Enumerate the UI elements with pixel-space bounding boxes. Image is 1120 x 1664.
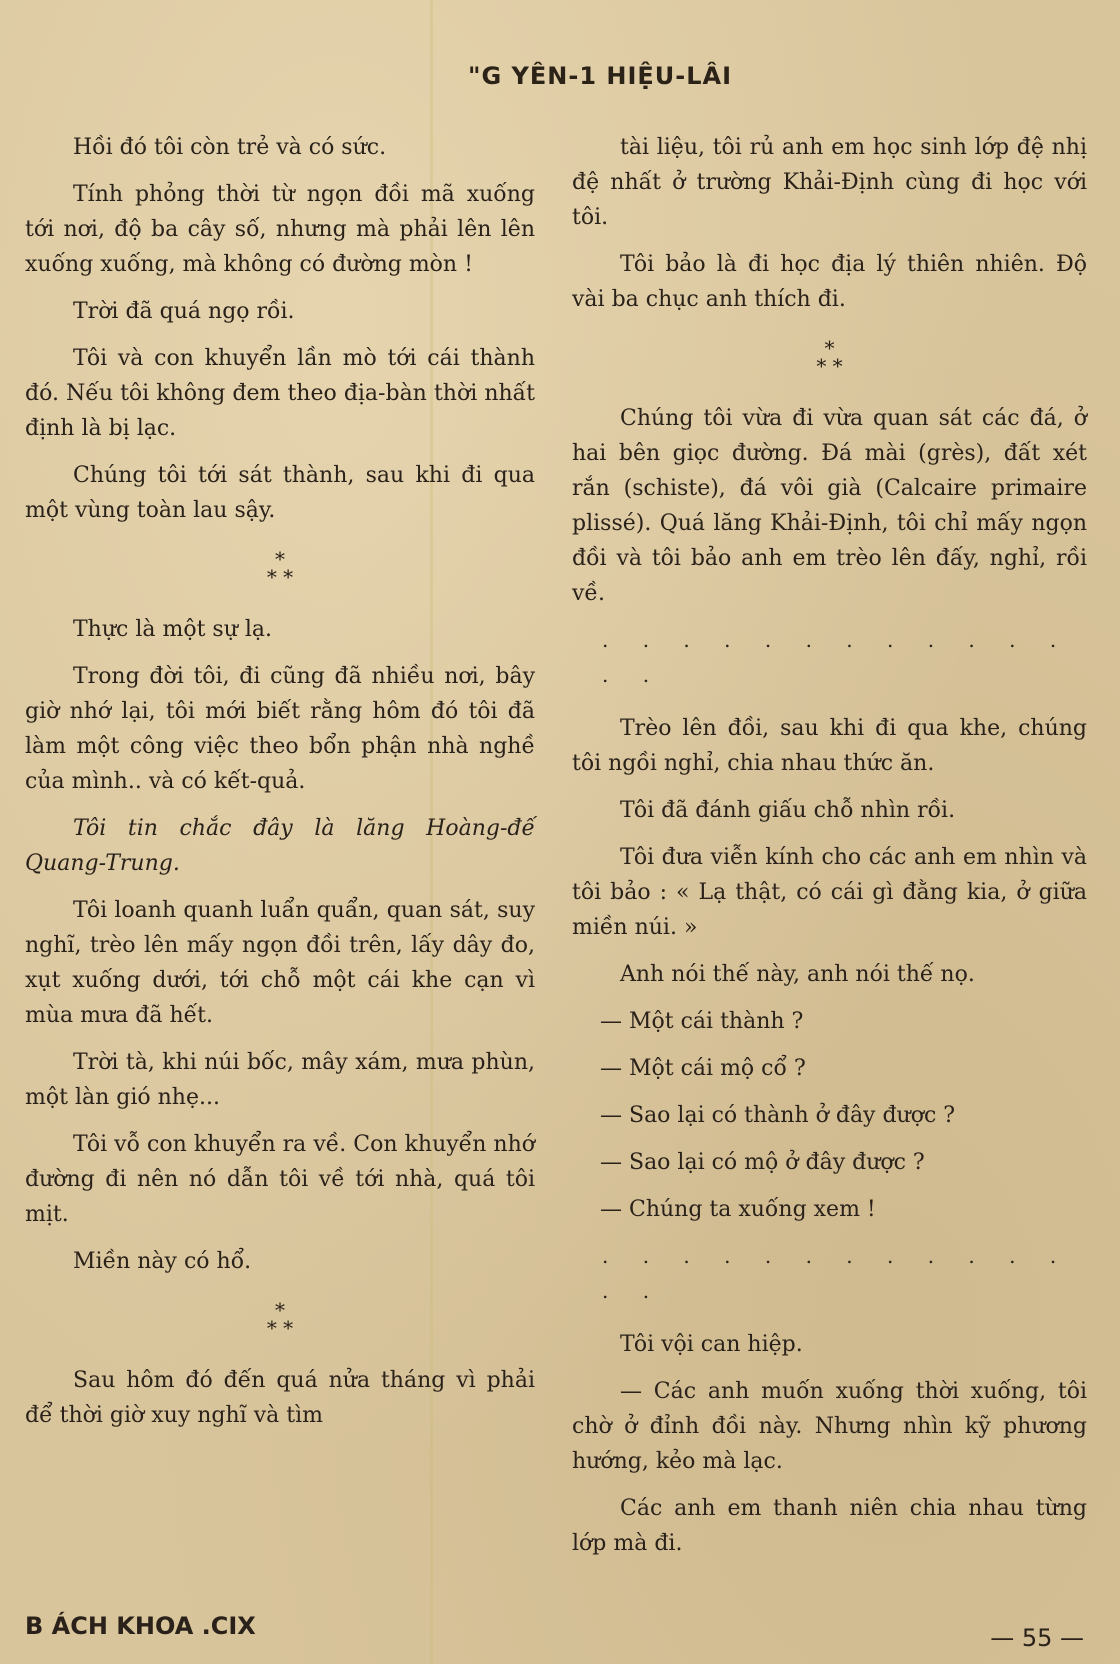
dot-separator: . . . . . . . . . . . . . . [602,1244,1071,1303]
italic-paragraph: Tôi tin chắc đây là lăng Hoàng-đế Quang-Trung. [25,816,535,876]
running-header: "G YÊN-1 HIỆU-LÂI [467,62,733,90]
paragraph: Miền này có hổ. [73,1249,252,1274]
paragraph: Tôi đưa viễn kính cho các anh em nhìn và tôi bảo : « Lạ thật, có cái gì đằng kia, ở giữa miền núi. » [572,845,1087,940]
paragraph: Tôi và con khuyển lần mò tới cái thành đó. Nếu tôi không đem theo địa-bàn thời nhất định là bị lạc. [25,346,535,441]
paragraph: — Một cái thành ? [600,1009,804,1034]
paragraph: Trời tà, khi núi bốc, mây xám, mưa phùn, một làn gió nhẹ... [25,1050,535,1110]
star-bottom: * * [266,565,294,589]
paragraph: Trèo lên đồi, sau khi đi qua khe, chúng tôi ngồi nghỉ, chia nhau thức ăn. [572,716,1087,776]
paragraph: Sau hôm đó đến quá nửa tháng vì phải để thời giờ xuy nghĩ và tìm [25,1368,535,1428]
left-paragraphs-c [25,893,535,1279]
paragraph: Anh nói thế này, anh nói thế nọ. [620,962,975,987]
dot-separator: . . . . . . . . . . . . . . [602,628,1071,687]
right-paragraphs-a [572,130,1087,317]
paragraph: tài liệu, tôi rủ anh em học sinh lớp đệ nhị đệ nhất ở trường Khải-Định cùng đi học với tôi. [572,135,1087,230]
paragraph: Thực là một sự lạ. [73,617,273,642]
paragraph: Tôi bảo là đi học địa lý thiên nhiên. Độ vài ba chục anh thích đi. [572,252,1087,312]
star-top: * [275,1298,285,1322]
paragraph: Tôi đã đánh giấu chỗ nhìn rồi. [620,798,956,823]
section-break-stars [25,547,535,589]
paragraph: Trong đời tôi, đi cũng đã nhiều nơi, bây giờ nhớ lại, tôi mới biết rằng hôm đó tôi đã làm một công việc theo bổn phận nhà nghề của mình.. và có kết-quả. [25,664,535,794]
paragraph: — Sao lại có mộ ở đây được ? [600,1150,925,1175]
paragraph: — Sao lại có thành ở đây được ? [600,1103,956,1128]
paragraph: Các anh em thanh niên chia nhau từng lớp mà đi. [572,1496,1087,1556]
star-top: * [824,336,835,360]
star-top: * [275,547,285,571]
paragraph: Tính phỏng thời từ ngọn đồi mã xuống tới nơi, độ ba cây số, nhưng mà phải lên lên xuống xuống, mà không có đường mòn ! [25,182,535,277]
star-bottom: * * [816,354,843,378]
paragraph: — Các anh muốn xuống thời xuống, tôi chờ ở đỉnh đồi này. Nhưng nhìn kỹ phương hướng, kẻo mà lạc. [572,1379,1087,1474]
paragraph: Chúng tôi tới sát thành, sau khi đi qua một vùng toàn lau sậy. [25,463,535,523]
left-paragraphs-d [25,1363,535,1433]
paragraph: — Một cái mộ cổ ? [600,1056,806,1081]
left-column [25,130,535,1445]
publication-name: B ÁCH KHOA .CIX [25,1612,256,1640]
left-paragraphs-a [25,130,535,528]
left-paragraphs-b [25,612,535,799]
right-paragraphs-d [572,1327,1087,1561]
right-column [572,130,1087,1573]
dialog-lines [572,1004,1087,1227]
paragraph: Chúng tôi vừa đi vừa quan sát các đá, ở hai bên giọc đường. Đá mài (grès), đất xét rắn (schiste), đá vôi già (Calcaire primaire plissé). Quá lăng Khải-Định, tôi chỉ mấy ngọn đồi và tôi bảo anh em trèo lên đấy, nghỉ, rồi về. [572,406,1087,606]
right-paragraphs-c [572,711,1087,992]
section-break-stars [25,1298,535,1340]
paragraph: Tôi loanh quanh luẩn quẩn, quan sát, suy nghĩ, trèo lên mấy ngọn đồi trên, lấy dây đo, xụt xuống dưới, tới chỗ một cái khe cạn vì mùa mưa đã hết. [25,898,535,1028]
section-break-stars [572,336,1087,378]
right-paragraphs-b [572,401,1087,611]
star-bottom: * * [266,1316,294,1340]
paragraph: Tôi vỗ con khuyển ra về. Con khuyển nhớ đường đi nên nó dẫn tôi về tới nhà, quá tôi mịt. [25,1132,535,1227]
paragraph: — Chúng ta xuống xem ! [600,1197,876,1222]
paragraph: Trời đã quá ngọ rồi. [73,299,295,324]
page-number: — 55 — [990,1624,1084,1652]
paragraph: Tôi vội can hiệp. [620,1332,803,1357]
paragraph: Hồi đó tôi còn trẻ và có sức. [73,135,387,160]
